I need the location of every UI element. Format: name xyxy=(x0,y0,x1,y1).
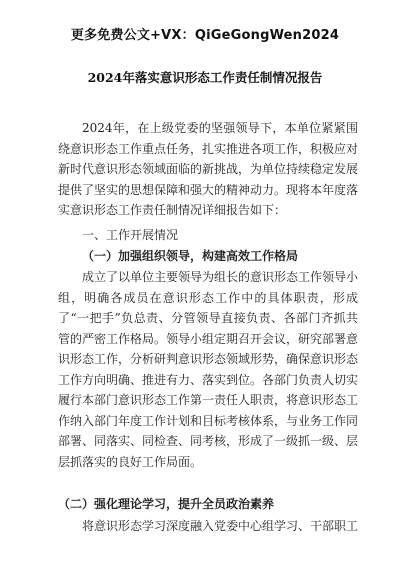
watermark-note: 更多免费公文+VX：QiGeGongWen2024 xyxy=(70,28,340,43)
subsection-heading-organization: （一）加强组织领导，构建高效工作格局 xyxy=(82,249,299,263)
section-heading-work-status: 一、工作开展情况 xyxy=(82,228,179,242)
document-title: 2024年落实意识形态工作责任制情况报告 xyxy=(87,70,323,85)
theory-study-paragraph: 将意识形态学习深度融入党委中心组学习、干部职工 xyxy=(82,519,359,533)
subsection-heading-theory-study: （二）强化理论学习，提升全员政治素养 xyxy=(58,497,275,511)
intro-paragraph: 2024年，在上级党委的坚强领导下，本单位紧紧围绕意识形态工作重点任务，扎实推进各项工作，积极应对新时代意识形态领域面临的新挑战，为单位持续稳定发展提供了坚实的思想保障和强大的精神动力。现将本年度落实意识形态工作责任制情况详细报告如下： xyxy=(58,121,359,217)
organization-paragraph: 成立了以单位主要领导为组长的意识形态工作领导小组，明确各成员在意识形态工作中的具体职责，形成了“一把手”负总责、分管领导直接负责、各部门齐抓共管的严密工作格局。领导小组定期召开会议，研究部署意识形态工作，分析研判意识形态领域形势，确保意识形态工作方向明确、推进有力、落实到位。各部门负责人切实履行本部门意识形态工作第一责任人职责，将意识形态工作纳入部门年度工作计划和目标考核体系，与业务工作同部署、同落实、同检查、同考核，形成了一级抓一级、层层抓落实的良好工作局面。 xyxy=(58,270,359,469)
